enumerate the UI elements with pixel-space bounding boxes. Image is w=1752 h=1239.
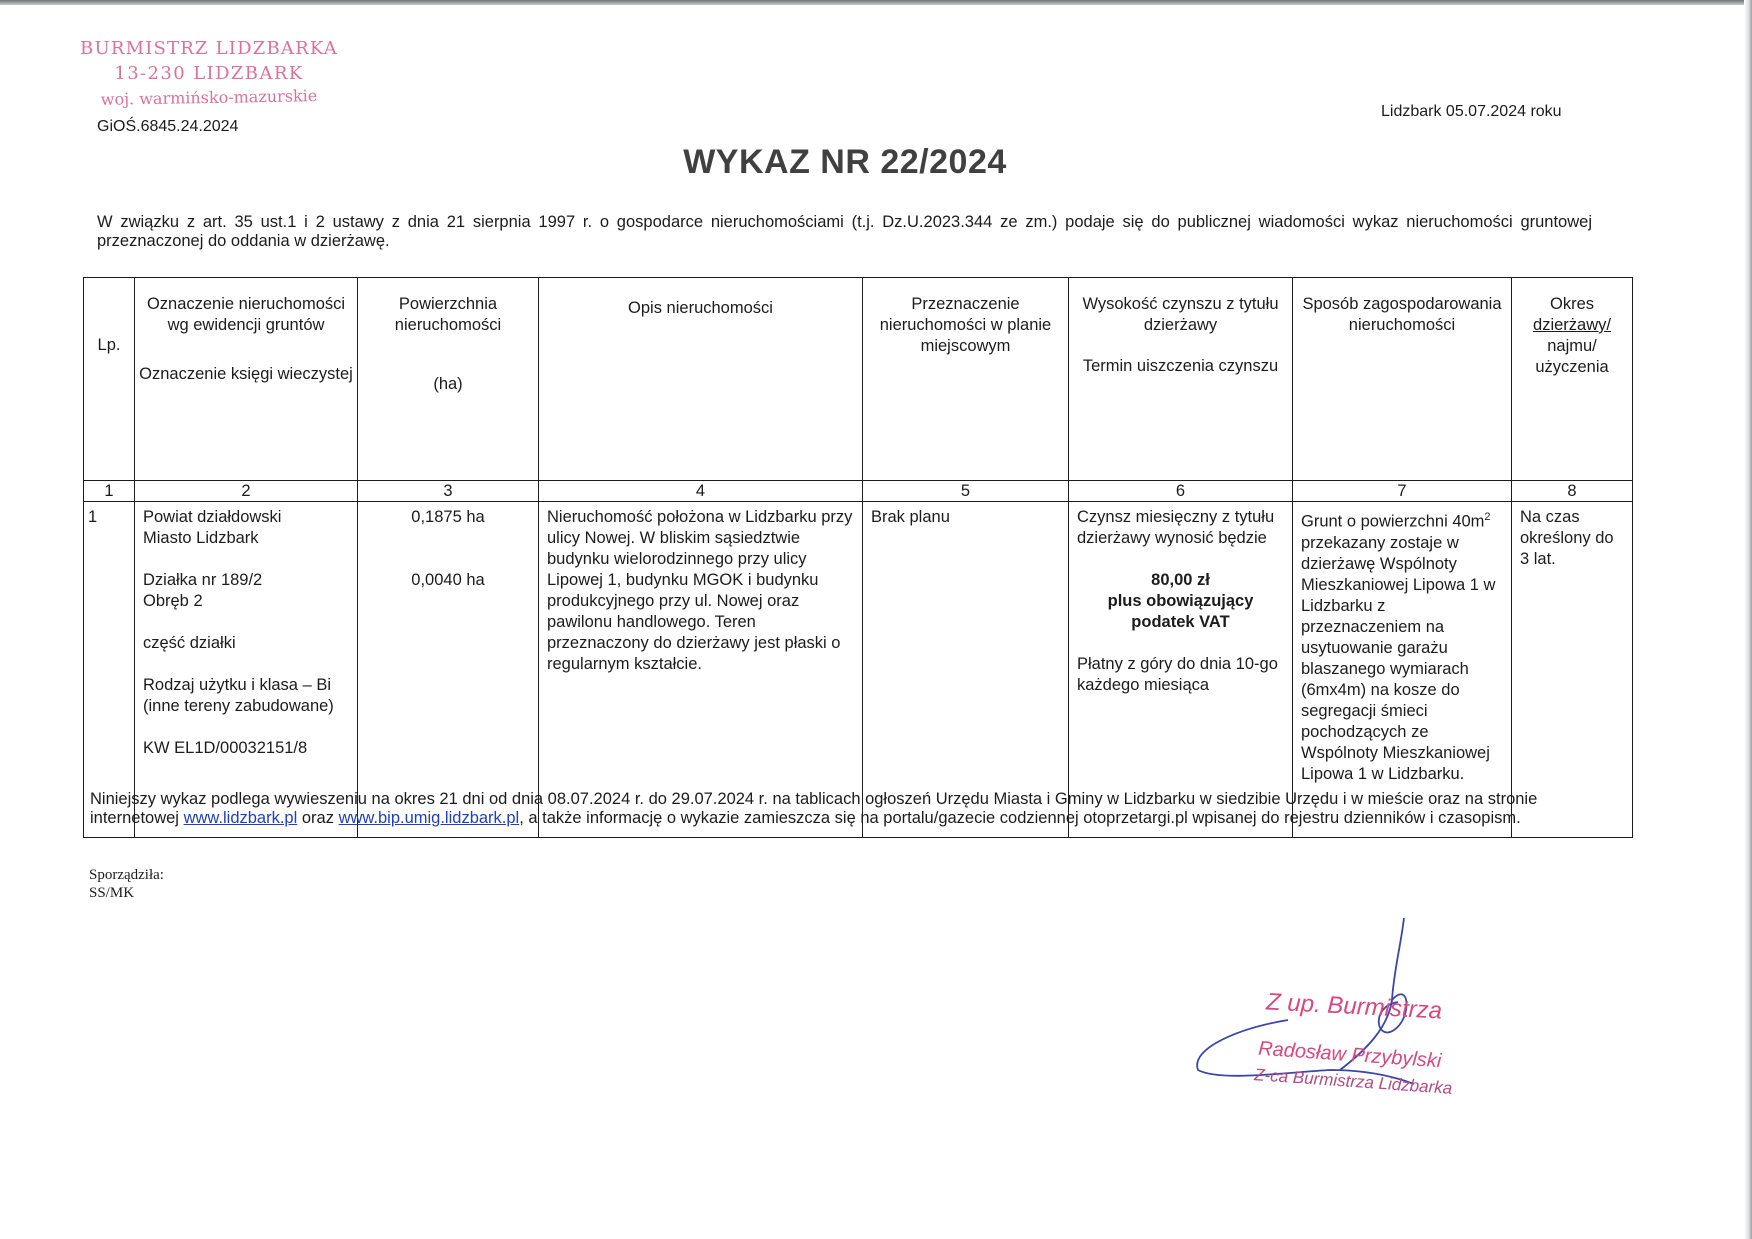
row-usage	[1293, 502, 1512, 838]
prepared-by	[89, 866, 164, 902]
row-area-part: 0,0040 ha	[411, 571, 485, 589]
row-location: Powiat działdowski	[143, 508, 282, 526]
row-kw: KW EL1D/00032151/8	[143, 739, 308, 757]
header-rent-term: Termin uiszczenia czynszu	[1082, 357, 1279, 375]
header-area	[358, 278, 539, 481]
row-period: Na czas określony do 3 lat.	[1512, 502, 1633, 838]
header-rent-amount: Wysokość czynszu z tytułu dzierżawy	[1082, 295, 1279, 334]
header-period-rest: najmu/ użyczenia	[1535, 337, 1609, 376]
column-number: 2	[135, 481, 358, 502]
prepared-label: Sporządziła:	[89, 867, 164, 883]
scan-edge-right	[1744, 0, 1752, 1239]
header-period-label: Okres	[1549, 295, 1594, 313]
header-designation-parcel: Oznaczenie nieruchomości wg ewidencji gruntów	[146, 295, 346, 334]
header-zoning: Przeznaczenie nieruchomości w planie miejscowym	[863, 278, 1069, 481]
column-number: 8	[1512, 481, 1633, 502]
row-part: część działki	[143, 634, 236, 652]
stamp-line-1: BURMISTRZ LIDZBARKA	[80, 38, 338, 59]
notice-text-1: Niniejszy wykaz podlega wywieszeniu na okres 21 dni od dnia 08.07.2024 r. do 29.07.2024 r. na tablicach ogłoszeń Urzędu Miasta i Gminy w Lidzbarku w siedzibie Urzędu i w mieście oraz na stronie internetowej	[90, 790, 1538, 827]
header-area-unit: (ha)	[433, 375, 463, 393]
row-parcel: Działka nr 189/2	[143, 571, 263, 589]
row-rent-vat: plus obowiązujący podatek VAT	[1107, 592, 1254, 631]
row-designation	[135, 502, 358, 838]
property-list-table	[83, 277, 1633, 838]
row-area	[358, 502, 539, 838]
header-designation-kw: Oznaczenie księgi wieczystej	[139, 365, 353, 383]
table-row	[84, 502, 1633, 838]
column-number: 4	[539, 481, 863, 502]
signature-line-2: Radosław Przybylski	[1257, 1037, 1442, 1073]
reference-number: GiOŚ.6845.24.2024	[97, 118, 239, 135]
notice-text-3: , a także informację o wykazie zamieszcza się na portalu/gazecie codziennej otoprzetargi.pl wpisanej do rejestru dzienników i czasopism.	[519, 809, 1521, 827]
stamp-line-3: woj. warmińsko-mazurskie	[100, 86, 318, 109]
intro-paragraph: W związku z art. 35 ust.1 i 2 ustawy z dnia 21 sierpnia 1997 r. o gospodarce nieruchomościami (t.j. Dz.U.2023.344 ze zm.) podaje się do publicznej wiadomości wykaz nieruchomości gruntowej przeznaczonej do oddania w dzierżawę.	[97, 213, 1592, 250]
row-usage-after: przekazany zostaje w dzierżawę Wspólnoty Mieszkaniowej Lipowa 1 w Lidzbarku z przeznaczeniem na usytuowanie garażu blaszanego wymiarach (6mx4m) na kosze do segregacji śmieci pochodzących ze Wspólnoty Mieszkaniowej Lipowa 1 w Lidzbarku.	[1301, 533, 1496, 783]
column-number: 5	[863, 481, 1069, 502]
table-header-row	[84, 278, 1633, 481]
row-rent-amount: 80,00 zł	[1151, 571, 1210, 589]
scan-edge-top	[0, 0, 1752, 5]
table-number-row	[84, 481, 1633, 502]
header-usage: Sposób zagospodarowania nieruchomości	[1293, 278, 1512, 481]
prepared-initials: SS/MK	[89, 885, 135, 901]
document-title: WYKAZ NR 22/2024	[683, 143, 1007, 181]
row-precinct: Obręb 2	[143, 592, 203, 610]
document-date: Lidzbark 05.07.2024 roku	[1381, 103, 1562, 120]
office-stamp	[74, 38, 344, 107]
link-lidzbark[interactable]: www.lidzbark.pl	[183, 809, 298, 827]
signature-line-1: Z up. Burmistrza	[1265, 988, 1443, 1025]
header-rent	[1069, 278, 1293, 481]
row-usage-sup: 2	[1484, 511, 1491, 523]
row-usage-before: Grunt o powierzchni 40m	[1301, 512, 1485, 531]
column-number: 3	[358, 481, 539, 502]
row-use-type: Rodzaj użytku i klasa – Bi (inne tereny zabudowane)	[143, 676, 334, 715]
row-area-total: 0,1875 ha	[411, 508, 485, 526]
notice-text-2: oraz	[297, 809, 339, 827]
header-designation	[135, 278, 358, 481]
row-payment-term: Płatny z góry do dnia 10-go każdego miesiąca	[1077, 655, 1278, 694]
header-description: Opis nieruchomości	[539, 278, 863, 481]
row-city: Miasto Lidzbark	[143, 529, 259, 547]
header-period	[1512, 278, 1633, 481]
column-number: 7	[1293, 481, 1512, 502]
header-period-lease: dzierżawy/	[1533, 316, 1611, 334]
row-rent-intro: Czynsz miesięczny z tytułu dzierżawy wynosić będzie	[1077, 508, 1275, 547]
stamp-line-2: 13-230 LIDZBARK	[114, 63, 304, 84]
signature-line-3: Z-ca Burmistrza Lidzbarka	[1253, 1065, 1453, 1098]
header-lp: Lp.	[84, 278, 135, 481]
column-number: 6	[1069, 481, 1293, 502]
row-zoning: Brak planu	[863, 502, 1069, 838]
row-lp: 1	[84, 502, 135, 838]
row-description: Nieruchomość położona w Lidzbarku przy ulicy Nowej. W bliskim sąsiedztwie budynku wielorodzinnego przy ulicy Lipowej 1, budynku MGOK i budynku produkcyjnego przy ul. Nowej oraz pawilonu handlowego. Teren przeznaczony do dzierżawy jest płaski o regularnym kształcie.	[539, 502, 863, 838]
column-number: 1	[84, 481, 135, 502]
link-bip[interactable]: www.bip.umig.lidzbark.pl	[338, 809, 520, 827]
row-rent	[1069, 502, 1293, 838]
header-area-label: Powierzchnia nieruchomości	[394, 295, 502, 334]
notice-paragraph	[90, 790, 1590, 828]
